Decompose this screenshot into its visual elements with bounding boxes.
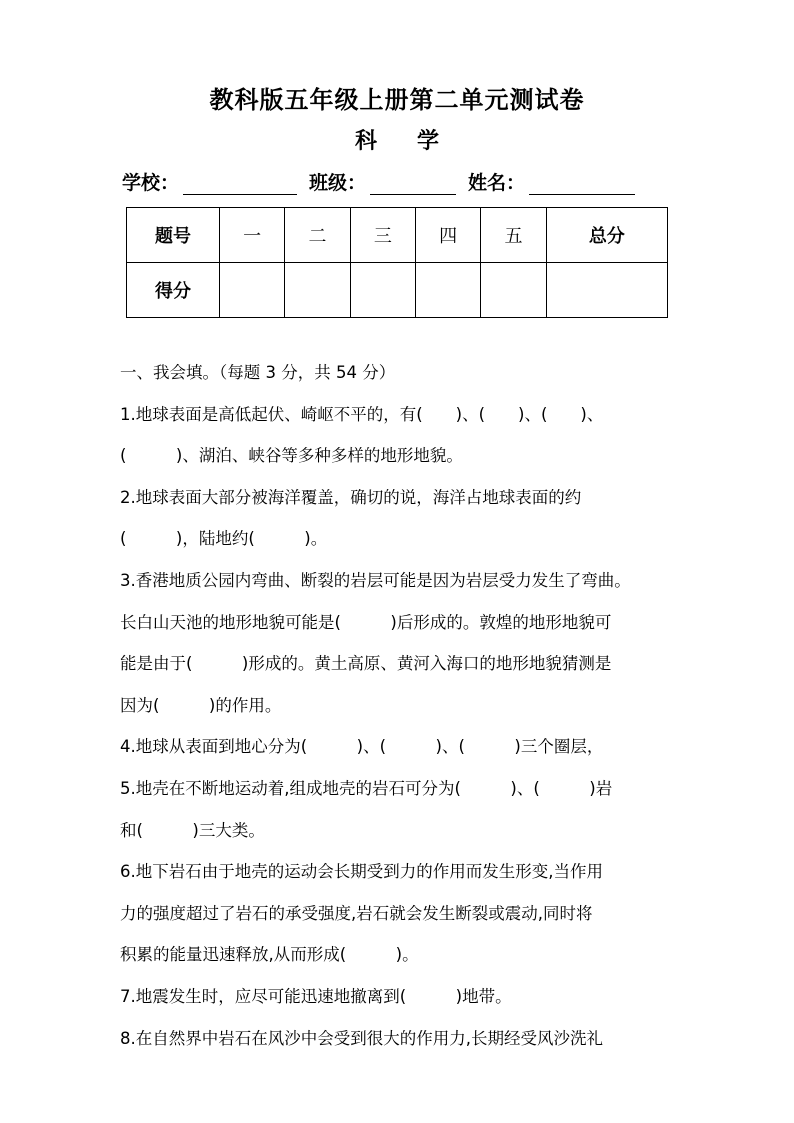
question-line: 长白山天池的地形地貌可能是( )后形成的。敦煌的地形地貌可 (120, 612, 612, 632)
score-cell-q4: 四 (415, 208, 480, 263)
question-line: 6.地下岩石由于地壳的运动会长期受到力的作用而发生形变,当作用 (120, 862, 603, 882)
score-input-q1[interactable] (220, 263, 285, 318)
subject-title (0, 124, 794, 155)
question-line: 和( )三大类。 (120, 820, 265, 840)
score-input-q4[interactable] (415, 263, 480, 318)
question-line: 2.地球表面大部分被海洋覆盖，确切的说，海洋占地球表面的约 (120, 487, 582, 507)
score-input-total[interactable] (546, 263, 667, 318)
score-input-q2[interactable] (285, 263, 350, 318)
class-blank[interactable] (370, 172, 456, 195)
class-label: 班级： (309, 172, 367, 194)
student-info (122, 168, 647, 195)
section-heading: 一、我会填。（每题 3 分，共 54 分） (120, 363, 396, 382)
score-cell-total: 总分 (546, 208, 667, 263)
question-line: ( )、湖泊、峡谷等多种多样的地形地貌。 (120, 446, 463, 466)
subject-char-2: 学 (417, 128, 440, 154)
score-cell-q3: 三 (350, 208, 415, 263)
question-line: 3.香港地质公园内弯曲、断裂的岩层可能是因为岩层受力发生了弯曲。 (120, 570, 631, 590)
question-line: 积累的能量迅速释放,从而形成( )。 (120, 945, 419, 965)
score-input-q5[interactable] (481, 263, 546, 318)
score-cell-q2: 二 (285, 208, 350, 263)
question-line: 8.在自然界中岩石在风沙中会受到很大的作用力,长期经受风沙洗礼 (120, 1028, 603, 1048)
question-line: 5.地壳在不断地运动着,组成地壳的岩石可分为( )、( )岩 (120, 778, 613, 798)
subject-char-1: 科 (354, 128, 377, 154)
question-line: 因为( )的作用。 (120, 695, 282, 715)
score-input-q3[interactable] (350, 263, 415, 318)
name-blank[interactable] (529, 172, 635, 195)
score-value-row (127, 263, 668, 318)
question-line: 7.地震发生时，应尽可能迅速地撤离到( )地带。 (120, 986, 512, 1006)
score-cell-q1: 一 (220, 208, 285, 263)
question-line: 力的强度超过了岩石的承受强度,岩石就会发生断裂或震动,同时将 (120, 903, 593, 923)
score-cell-q5: 五 (481, 208, 546, 263)
school-label: 学校： (122, 172, 180, 194)
question-line: 能是由于( )形成的。黄土高原、黄河入海口的地形地貌猜测是 (120, 654, 612, 674)
question-line: 1.地球表面是高低起伏、崎岖不平的，有( )、( )、( )、 (120, 404, 604, 424)
page-title: 教科版五年级上册第二单元测试卷 (209, 85, 585, 114)
question-content (120, 352, 680, 1059)
score-cell-label: 题号 (127, 208, 220, 263)
question-line: ( )，陆地约( )。 (120, 529, 328, 549)
school-blank[interactable] (183, 172, 297, 195)
question-line: 4.地球从表面到地心分为( )、( )、( )三个圈层， (120, 737, 604, 757)
name-label: 姓名： (468, 172, 526, 194)
score-header-row (127, 208, 668, 263)
score-row-label: 得分 (127, 263, 220, 318)
score-table (126, 207, 668, 318)
